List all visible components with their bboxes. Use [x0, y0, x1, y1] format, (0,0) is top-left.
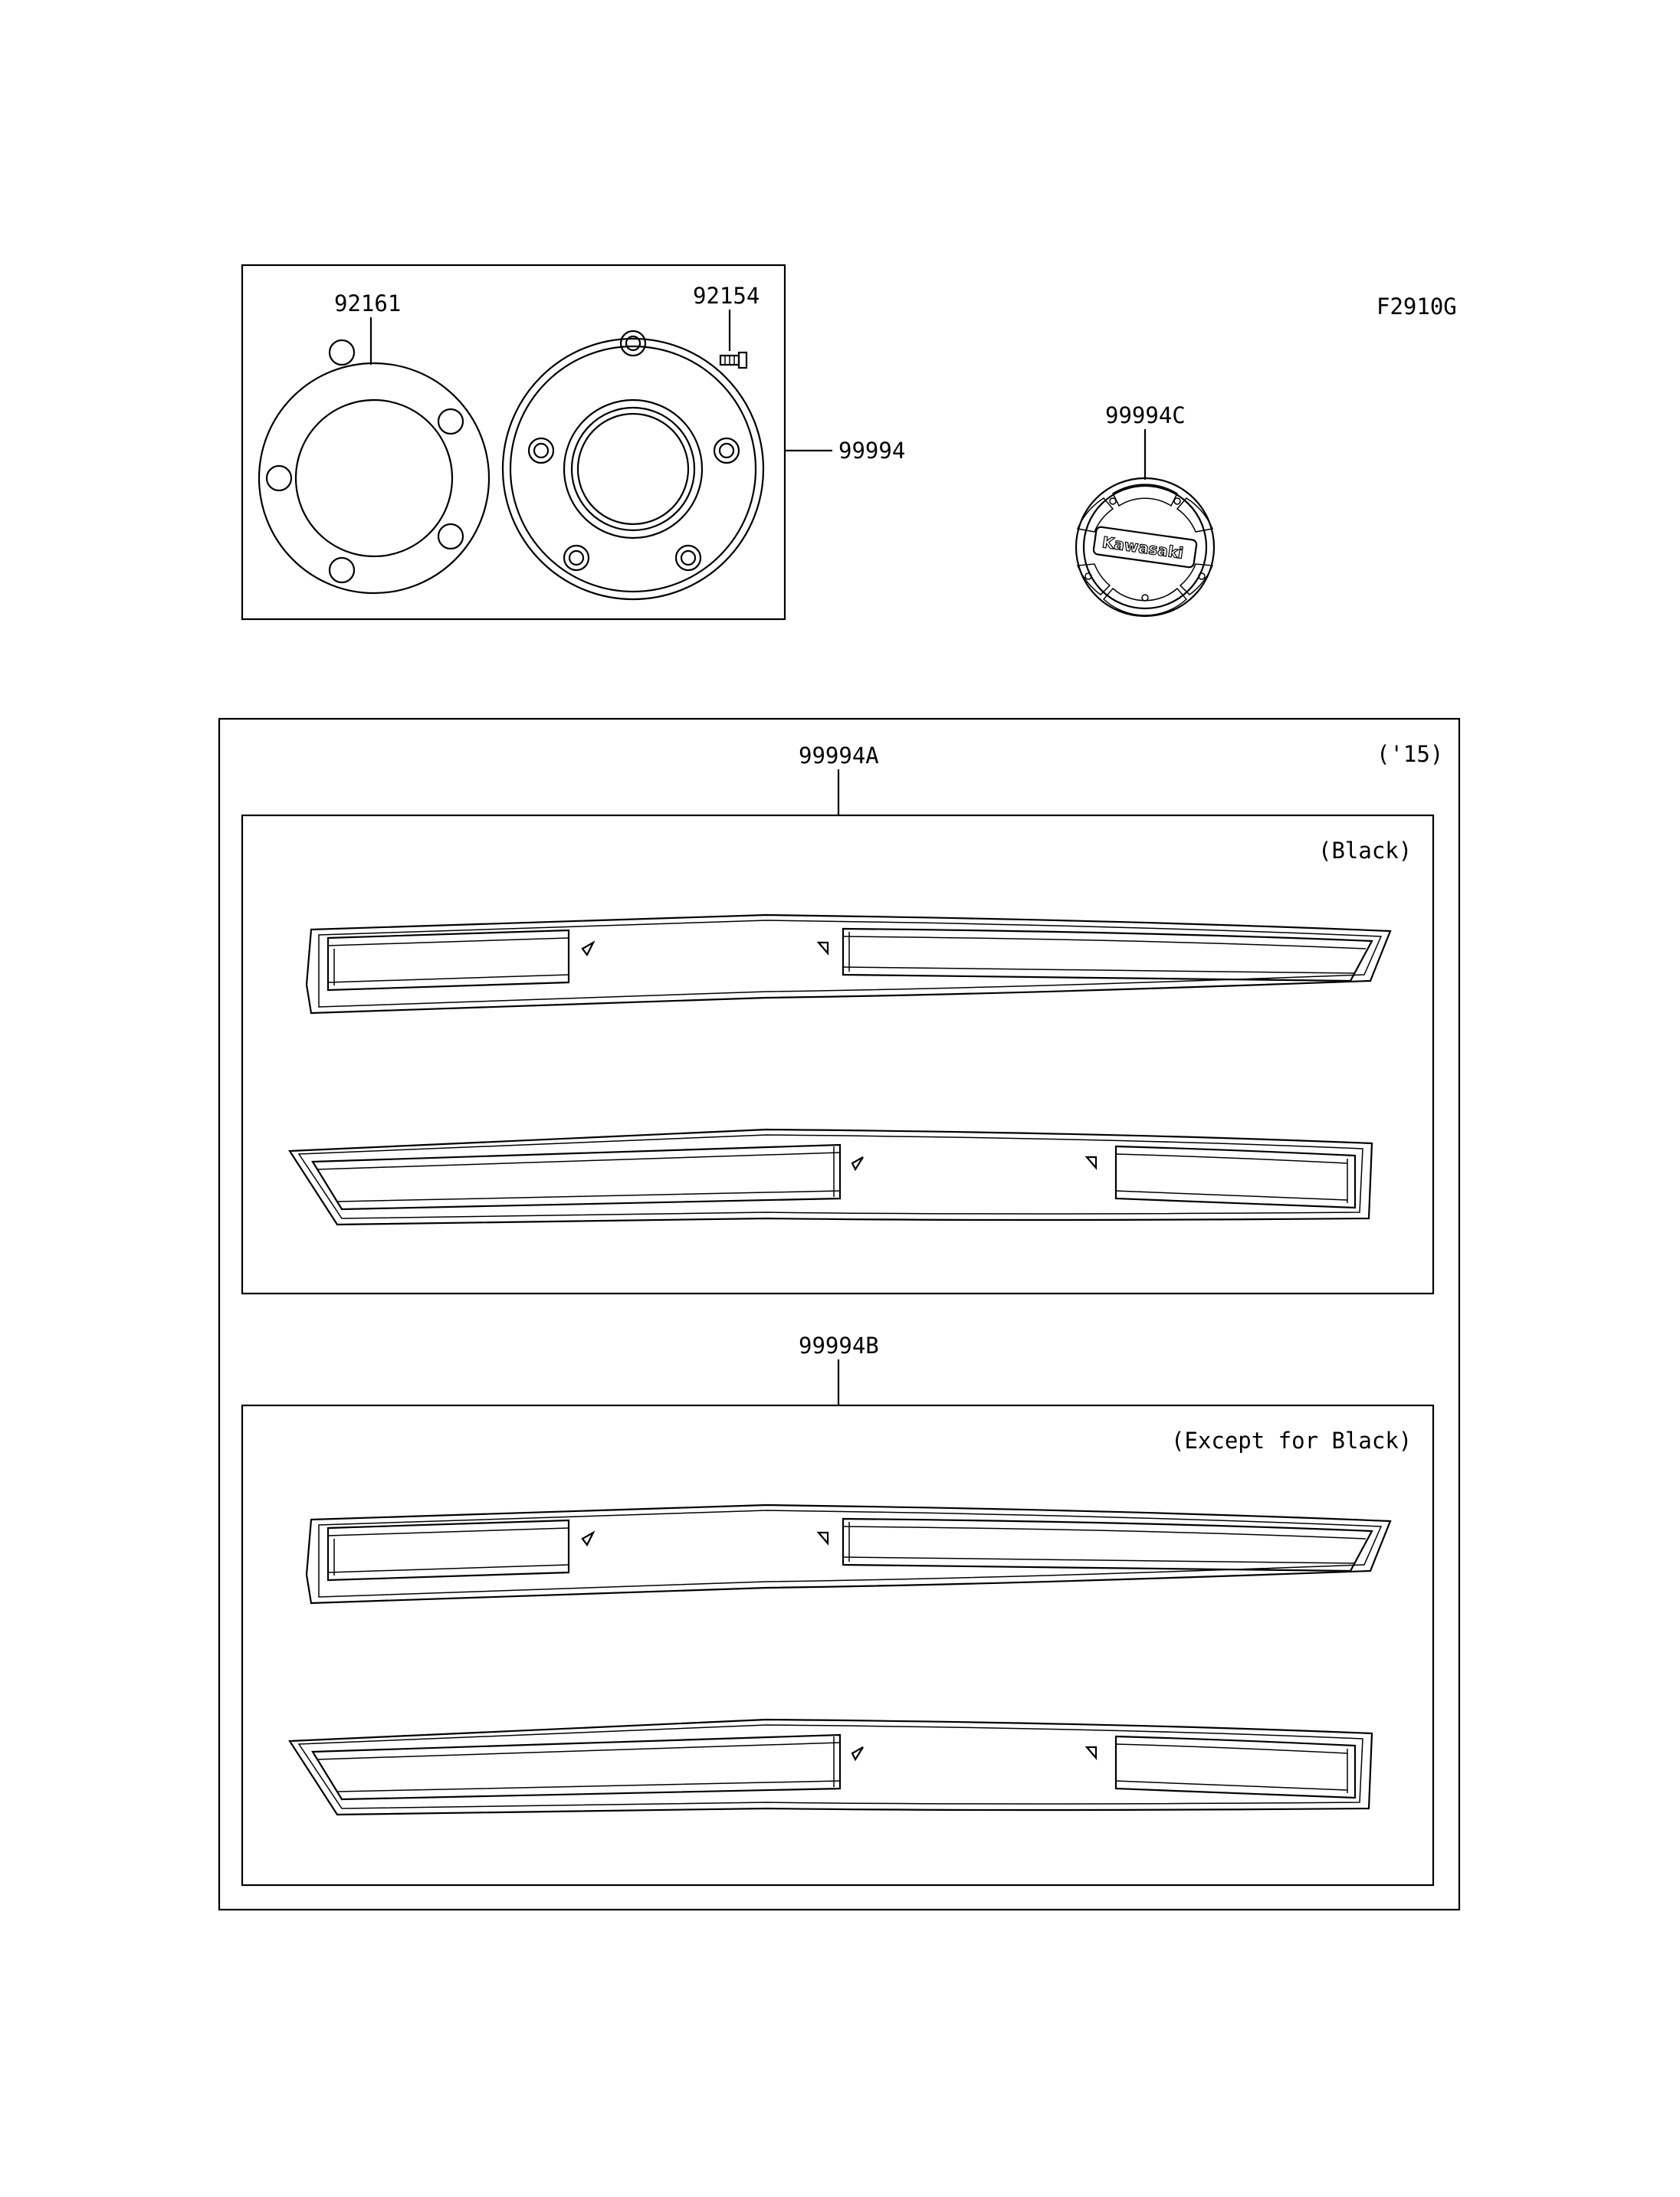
figure-code: F2910G — [1376, 293, 1457, 320]
callout-92154: 92154 — [693, 283, 760, 309]
trim-outer-box — [219, 719, 1459, 1910]
cap-plate — [503, 331, 763, 599]
trim-lower-black — [290, 1130, 1372, 1225]
trim-black-box — [242, 815, 1433, 1294]
callout-99994C: 99994C — [1105, 402, 1186, 428]
trim-lower-other — [290, 1720, 1372, 1815]
callout-99994A: 99994A — [799, 743, 879, 769]
year-note: ('15) — [1376, 741, 1444, 767]
black-note: (Black) — [1318, 838, 1413, 864]
except-black-note: (Except for Black) — [1171, 1428, 1413, 1454]
trim-upper-black — [307, 915, 1390, 1013]
kawasaki-emblem — [1076, 478, 1214, 616]
gasket-92161 — [259, 340, 489, 593]
callout-99994: 99994 — [838, 438, 906, 464]
trim-upper-other — [307, 1505, 1390, 1603]
callout-92161: 92161 — [334, 290, 402, 316]
callout-99994B: 99994B — [799, 1333, 879, 1359]
bolt-92154 — [720, 353, 746, 368]
svg-text:Kawasaki: Kawasaki — [1101, 533, 1185, 562]
